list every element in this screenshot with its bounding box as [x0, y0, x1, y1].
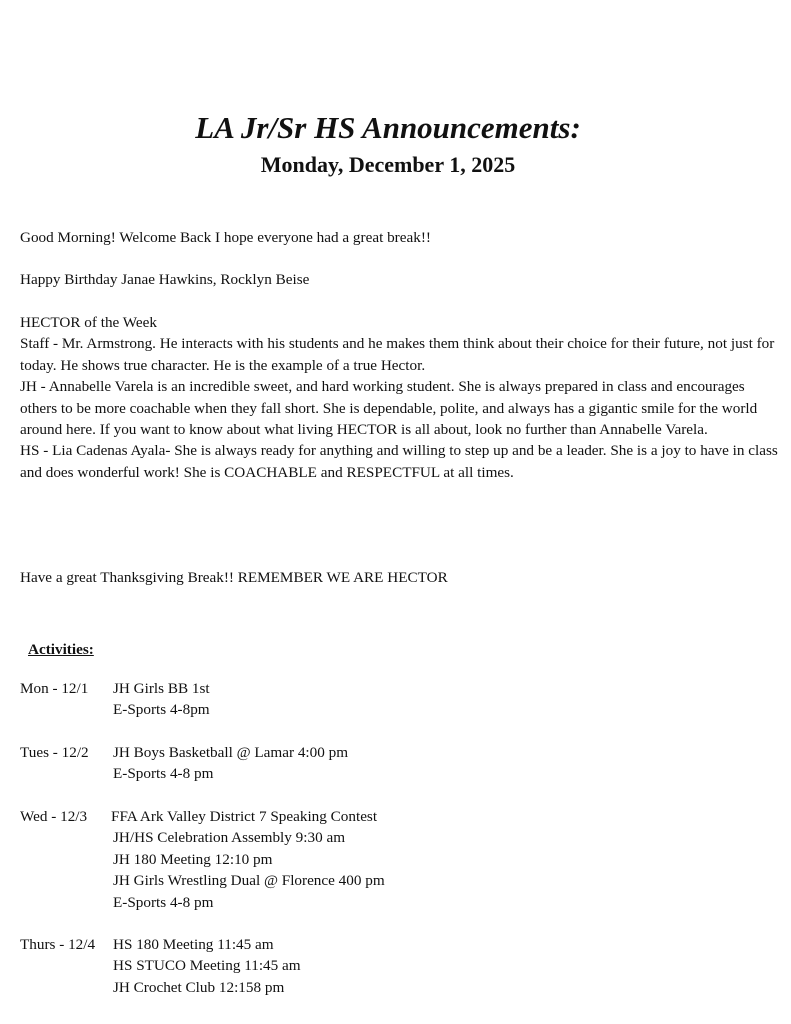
- day-label: Thurs - 12/4: [20, 936, 96, 953]
- hector-section: [20, 312, 778, 483]
- page-title: LA Jr/Sr HS Announcements:: [195, 110, 581, 145]
- day-label: Wed - 12/3: [20, 808, 88, 825]
- birthday-text: Happy Birthday Janae Hawkins, Rocklyn Beise: [20, 271, 310, 288]
- closing-text: Have a great Thanksgiving Break!! REMEMBER WE ARE HECTOR: [20, 569, 448, 586]
- day-label: Mon - 12/1: [20, 680, 89, 697]
- hector-jh: JH - Annabelle Varela is an incredible sweet, and hard working student. She is always prepared in class and encourages others to be more coachable when they fall short. She is dependable, polite, and always has a gigantic smile for the world around here. If you want to know about what living HECTOR is all about, look no further than Annabelle Varela.: [20, 378, 758, 439]
- page-date: Monday, December 1, 2025: [260, 152, 516, 177]
- event: FFA Ark Valley District 7 Speaking Contest: [111, 808, 378, 825]
- greeting: Good Morning! Welcome Back I hope everyone had a great break!!: [20, 229, 431, 246]
- hector-staff: Staff - Mr. Armstrong. He interacts with his students and he makes them think about their choice for their future, not just for today. He shows true character. He is the example of a true Hector.: [20, 335, 775, 374]
- event: HS STUCO Meeting 11:45 am: [113, 957, 301, 975]
- event: JH Girls Wrestling Dual @ Florence 400 pm: [113, 872, 385, 890]
- activity-day: [20, 742, 780, 785]
- event: JH 180 Meeting 12:10 pm: [113, 850, 273, 868]
- activities-heading: Activities:: [28, 641, 94, 658]
- day-label: Tues - 12/2: [20, 744, 89, 761]
- event: JH Girls BB 1st: [113, 680, 210, 697]
- event: JH Crochet Club 12:158 pm: [113, 978, 285, 996]
- activity-day: [20, 934, 780, 998]
- event: JH Boys Basketball @ Lamar 4:00 pm: [113, 744, 349, 761]
- hector-heading: HECTOR of the Week: [20, 314, 157, 331]
- hector-hs: HS - Lia Cadenas Ayala- She is always ready for anything and willing to step up and be a leader. She is a joy to have in class and does wonderful work! She is COACHABLE and RESPECTFUL at all times.: [20, 442, 778, 481]
- event: JH/HS Celebration Assembly 9:30 am: [113, 829, 346, 847]
- activity-day: [20, 678, 780, 721]
- event: HS 180 Meeting 11:45 am: [113, 936, 274, 953]
- event: E-Sports 4-8 pm: [113, 893, 214, 911]
- event: E-Sports 4-8pm: [113, 701, 210, 719]
- event: E-Sports 4-8 pm: [113, 765, 214, 783]
- activity-day: [20, 806, 780, 913]
